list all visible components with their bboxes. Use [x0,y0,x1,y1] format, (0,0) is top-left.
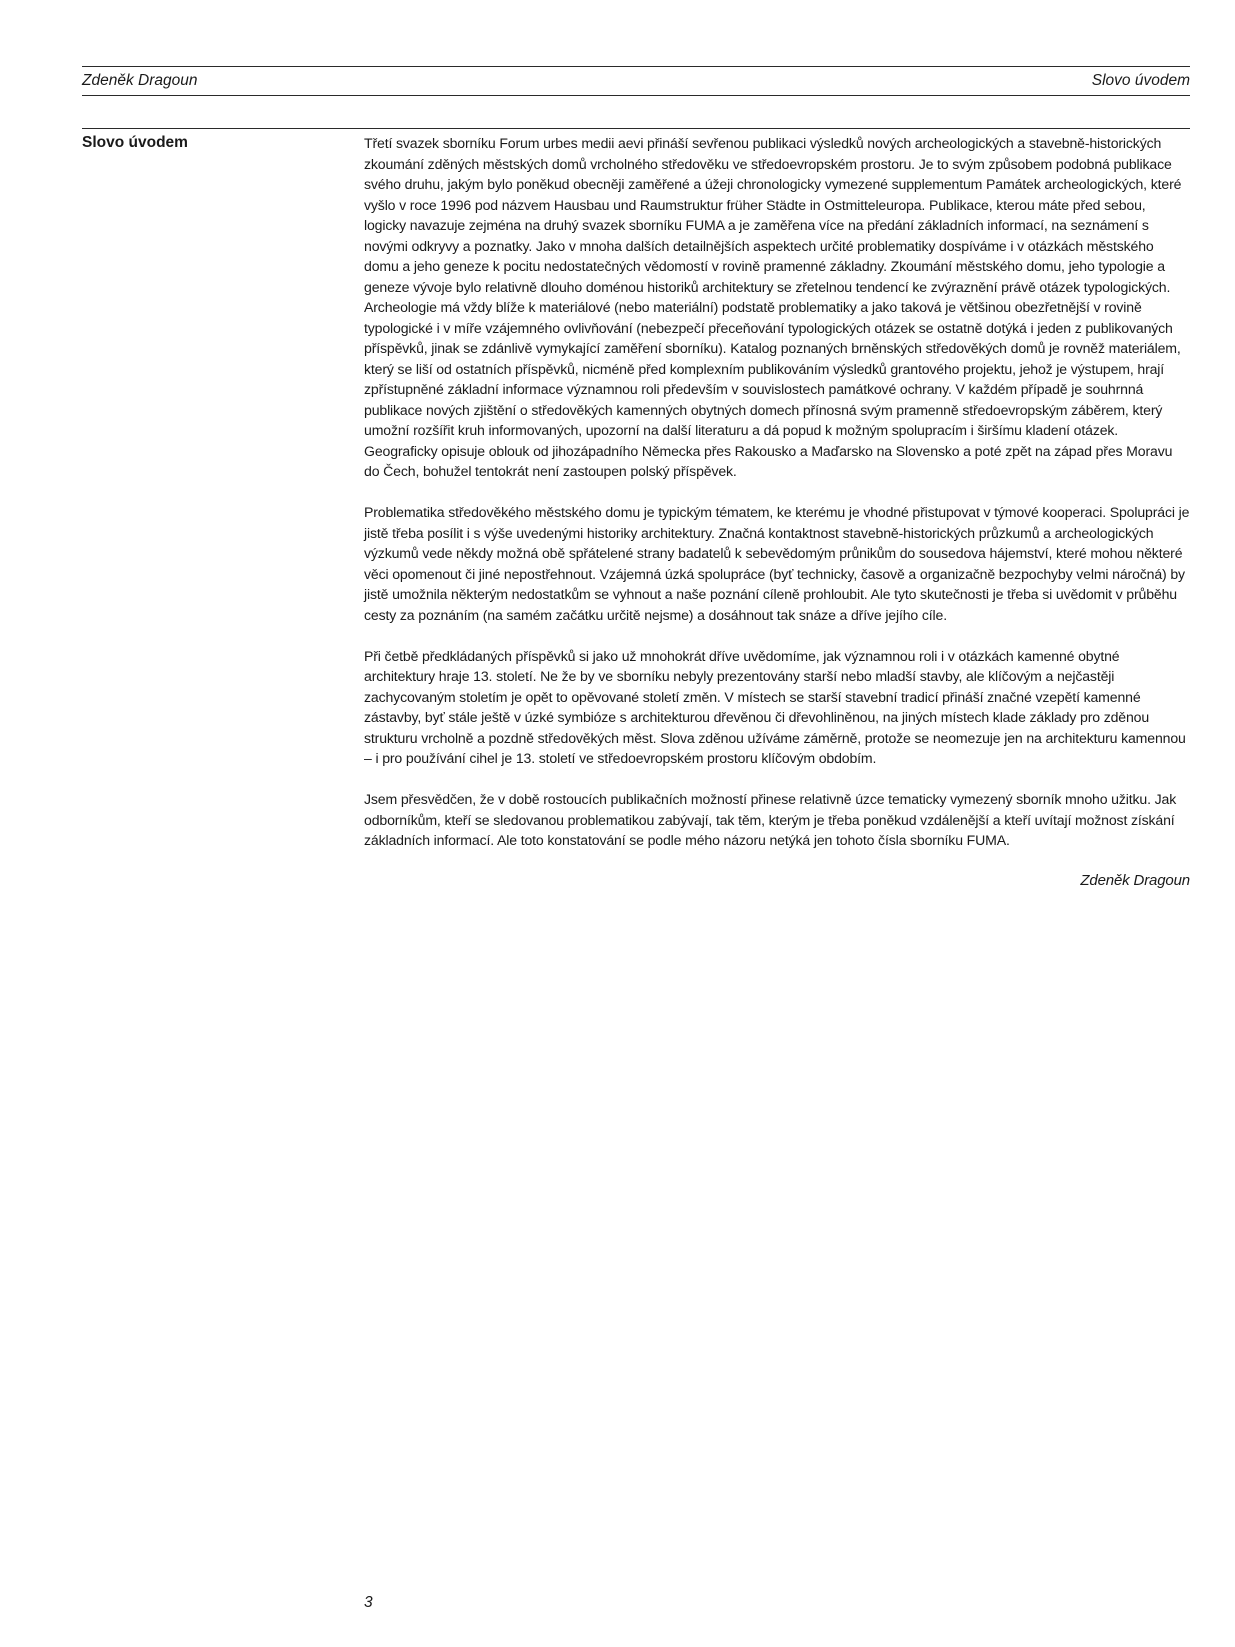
article-body [364,133,1190,892]
author-signature: Zdeněk Dragoun [1080,872,1190,889]
paragraph-2: Problematika středověkého městského domu je typickým tématem, ke kterému je vhodné přistupovat v týmové kooperaci. Spolupráci je jistě třeba posílit i s výše uvedenými historiky architektury. Značná kontaktnost stavebně-historických průzkumů a archeologických výzkumů vede někdy možná obě spřátelené strany badatelů k sebevědomým průnikům do sousedova hájemství, které mohou některé věci opomenout či jiné nepostřehnout. Vzájemná úzká spolupráce (byť technicky, časově a organizačně bezpochyby velmi náročná) by jistě umožnila některým nedostatkům se vyhnout a naše poznání cíleně prohloubit. Ale tyto skutečnosti je třeba si uvědomit v průběhu cesty za poznáním (na samém začátku určitě nejsme) a dosáhnout tak snáze a dříve jejího cíle. [364,504,1190,623]
paragraph-3: Při četbě předkládaných příspěvků si jako už mnohokrát dříve uvědomíme, jak významnou roli i v otázkách kamenné obytné architektury hraje 13. století. Ne že by ve sborníku nebyly prezentovány starší nebo mladší stavby, ale klíčovým a nejčastěji zachycovaným stoletím je opět to opěvované století změn. V místech se starší stavební tradicí přináší značné vzepětí kamenné zástavby, byť stále ještě v úzké symbióze s architekturou dřevěnou či dřevohliněnou, na jiných místech klade základy pro zděnou strukturu vrcholně a pozdně středověkých měst. Slova zděnou užíváme záměrně, protože se neomezuje jen na architekturu kamennou – i pro používání cihel je 13. století ve středoevropském prostoru klíčovým obdobím. [364,647,1186,766]
running-head-author: Zdeněk Dragoun [82,72,198,89]
page-number: 3 [364,1594,373,1611]
section-rule [82,128,1190,129]
paragraph-1: Třetí svazek sborníku Forum urbes medii aevi přináší sevřenou publikaci výsledků nových archeologických a stavebně-historických zkoumání zděných městských domů vrcholného středověku ve středoevropském prostoru. Je to svým způsobem podobná publikace svého druhu, jakým bylo poněkud obecněji zaměřené a úžeji chronologicky vymezené supplementum Památek archeologických, které vyšlo v roce 1996 pod názvem Hausbau und Raumstruktur früher Städte in Ostmitteleuropa. Publikace, kterou máte před sebou, logicky navazuje zejména na druhý svazek sborníku FUMA a je zaměřena více na předání základních informací, na seznámení s novými odkryvy a poznatky. Jako v mnoha dalších detailnějších aspektech určité problematiky dospíváme i v otázkách městského domu a jeho geneze k pocitu nedostatečných vědomostí v rovině pramenné základny. Zkoumání městského domu, jeho typologie a geneze vývoje bylo relativně dlouho doménou historiků architektury se zřetelnou tendencí ke zvýraznění právě otázek typologických. Archeologie má vždy blíže k materiálové (nebo materiální) podstatě problematiky a jako taková je většinou obezřetnější v rovině typologické i v míře vzájemného ovlivňování (nebezpečí přeceňování typologických otázek se ostatně dotýká i jeden z publikovaných příspěvků, jinak se zdánlivě vymykající zaměření sborníku). Katalog poznaných brněnských středověkých domů je rovněž materiálem, který se liší od ostatních příspěvků, nicméně před komplexním publikováním výsledků grantového projektu, jehož je výstupem, hrají zpřístupněné základní informace významnou roli především v souvislostech památkové ochrany. V každém případě je souhrnná publikace nových zjištění o středověkých kamenných obytných domech přínosná svým pramenně středoevropským záběrem, který umožní rozšířit kruh informovaných, upozorní na další literaturu a dá popud k možným spolupracím i širšímu kladení otázek. Geograficky opisuje oblouk od jihozápadního Německa přes Rakousko a Maďarsko na Slovensko a poté zpět na západ přes Moravu do Čech, bohužel tentokrát není zastoupen polský příspěvek. [364,135,1182,479]
paragraph-4: Jsem přesvědčen, že v době rostoucích publikačních možností přinese relativně úzce tematicky vymezený sborník mnoho užitku. Jak odborníkům, kteří se sledovanou problematikou zabývají, tak těm, kterým je třeba poněkud vzdálenější a kteří uvítají možnost získání základních informací. Ale toto konstatování se podle mého názoru netýká jen tohoto čísla sborníku FUMA. [364,791,1177,848]
running-head-title: Slovo úvodem [1091,72,1190,89]
header-top-rule [82,66,1190,67]
section-heading: Slovo úvodem [82,134,188,151]
header-bottom-rule [82,95,1190,96]
